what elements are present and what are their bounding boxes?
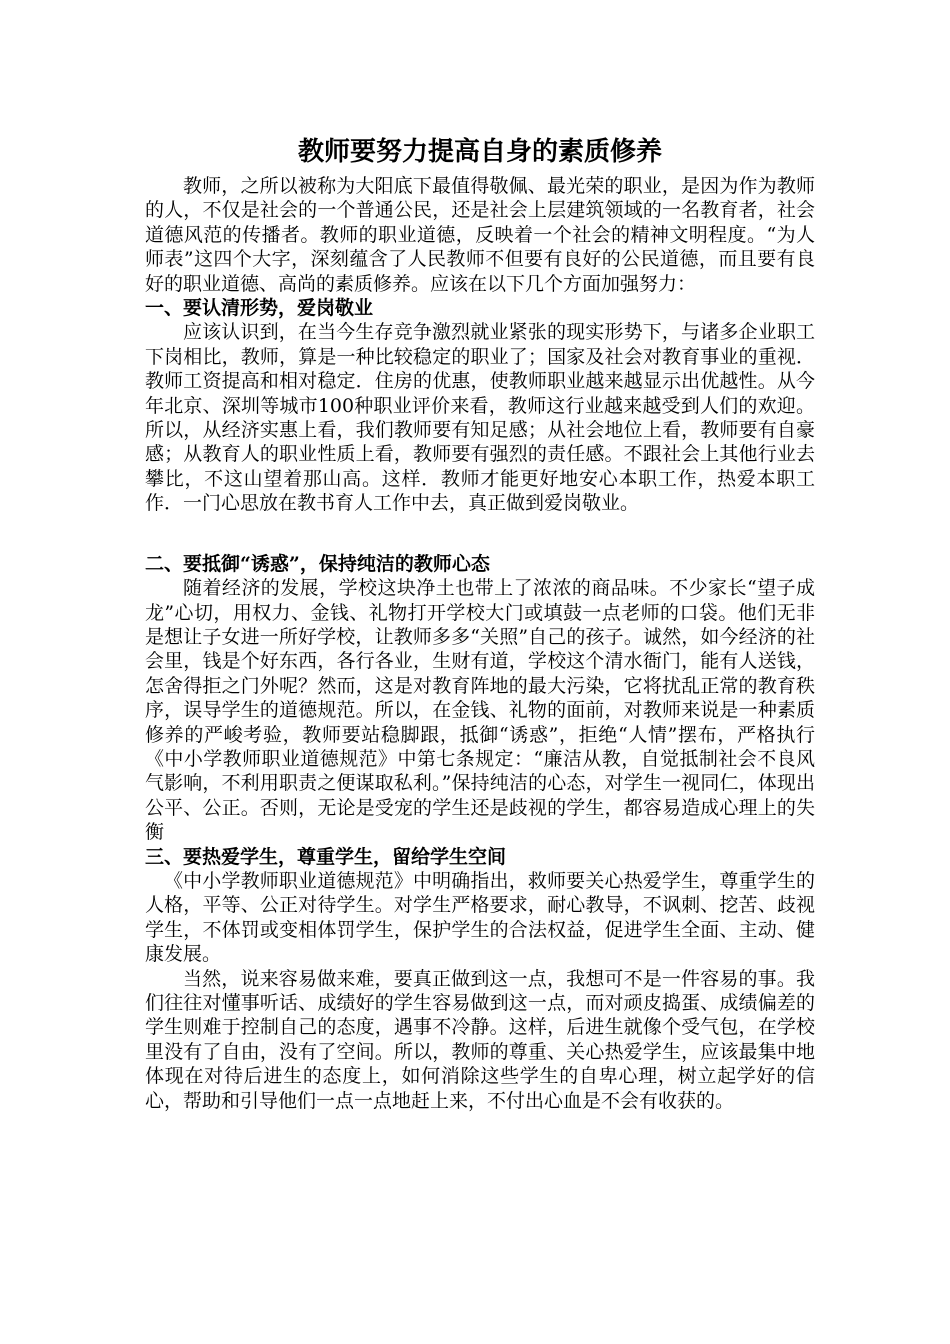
document-title: 教师要努力提高自身的素质修养	[297, 137, 662, 167]
section-3	[145, 845, 815, 1113]
section-2-paragraph-1: 随着经济的发展，学校这块净土也带上了浓浓的商品味。不少家长“望子成龙”心切，用权力、金钱、礼物打开学校大门或填鼓一点老师的口袋。他们无非是想让子女进一所好学校，让教师多多“关照”自己的孩子。诚然，如今经济的社会里，钱是个好东西，各行各业，生财有道，学校这个清水衙门，能有人送钱，怎舍得拒之门外呢？然而，这是对教育阵地的最大污染，它将扰乱正常的教育秩序，误导学生的道德规范。所以，在金钱、礼物的面前，对教师来说是一种素质修养的严峻考验，教师要站稳脚跟，抵御“诱惑”，拒绝“人情”摆布，严格执行《中小学教师职业道德规范》中第七条规定：“廉洁从教，自觉抵制社会不良风气影响，不利用职责之便谋取私利。”保持纯洁的心态，对学生一视同仁，体现出公平、公正。否则，无论是受宠的学生还是歧视的学生，都容易造成心理上的失衡	[145, 577, 815, 844]
section-3-heading: 三、要热爱学生，尊重学生，留给学生空间	[145, 845, 507, 868]
section-1-paragraph-1: 应该认识到，在当今生存竞争激烈就业紧张的现实形势下，与诸多企业职工下岗相比，教师，算是一种比较稳定的职业了；国家及社会对教育事业的重视．教师工资提高和相对稳定．住房的优惠，使教师职业越来越显示出优越性。从今年北京、深圳等城市100种职业评价来看，教师这行业越来越受到人们的欢迎。所以，从经济实惠上看，我们教师要有知足感；从社会地位上看，教师要有自豪感；从教育人的职业性质上看，教师要有强烈的责任感。不跟社会上其他行业去攀比，不这山望着那山高。这样．教师才能更好地安心本职工作，热爱本职工作．一门心思放在教书育人工作中去，真正做到爱岗敬业。	[145, 321, 815, 515]
section-1	[145, 296, 815, 516]
blank-line	[145, 516, 815, 552]
document-page	[145, 130, 815, 1113]
section-2	[145, 552, 815, 845]
section-2-heading: 二、要抵御“诱惑”，保持纯洁的教师心态	[145, 552, 490, 575]
intro-paragraph: 教师，之所以被称为大阳底下最值得敬佩、最光荣的职业，是因为作为教师的人，不仅是社会的一个普通公民，还是社会上层建筑领域的一名教育者，社会道德风范的传播者。教师的职业道德，反映着一个社会的精神文明程度。“为人师表”这四个大字，深刻蕴含了人民教师不但要有良好的公民道德，而且要有良好的职业道德、高尚的素质修养。应该在以下几个方面加强努力：	[145, 175, 815, 295]
section-1-heading: 一、要认清形势，爱岗敬业	[145, 297, 374, 320]
section-3-paragraph-1: 《中小学教师职业道德规范》中明确指出，救师要关心热爱学生，尊重学生的人格，平等、公正对待学生。对学生严格要求，耐心教导，不讽刺、挖苦、歧视学生，不体罚或变相体罚学生，保护学生的合法权益，促进学生全面、主动、健康发展。	[145, 869, 815, 966]
section-3-paragraph-2: 当然，说来容易做来难，要真正做到这一点，我想可不是一件容易的事。我们往往对懂事听话、成绩好的学生容易做到这一点，而对顽皮捣蛋、成绩偏差的学生则难于控制自己的态度，遇事不冷静。这样，后进生就像个受气包，在学校里没有了自由，没有了空间。所以，教师的尊重、关心热爱学生，应该最集中地体现在对待后进生的态度上，如何消除这些学生的自卑心理，树立起学好的信心，帮助和引导他们一点一点地赶上来，不付出心血是不会有收获的。	[145, 967, 815, 1112]
